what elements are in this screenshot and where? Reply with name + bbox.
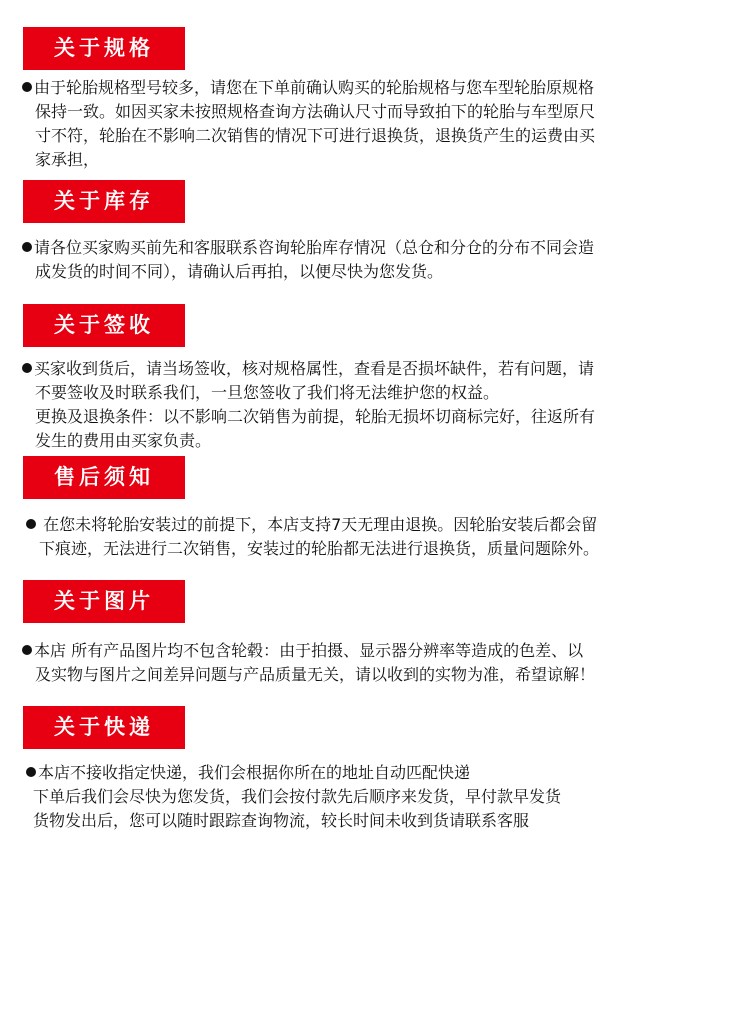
body-line: 不要签收及时联系我们，一旦您签收了我们将无法维护您的权益。 — [35, 383, 500, 402]
body-line: 下痕迹，无法进行二次销售，安装过的轮胎都无法进行退换货，质量问题除外。 — [39, 539, 600, 558]
section-header-images: 关于图片 — [23, 580, 185, 623]
section-header-spec: 关于规格 — [23, 27, 185, 70]
bullet-icon — [22, 645, 32, 655]
section-body-spec — [22, 76, 672, 172]
body-line: 成发货的时间不同），请确认后再拍，以便尽快为您发货。 — [35, 262, 444, 281]
bullet-icon — [22, 363, 32, 373]
body-line: 保持一致。如因买家未按照规格查询方法确认尺寸而导致拍下的轮胎与车型原尺 — [35, 102, 596, 121]
section-body-receipt — [22, 357, 672, 453]
body-line: 下单后我们会尽快为您发货，我们会按付款先后顺序来发货，早付款早发货 — [33, 787, 562, 806]
body-line: 本店 所有产品图片均不包含轮毂：由于拍摄、显示器分辨率等造成的色差、以 — [22, 639, 672, 663]
bullet-icon — [26, 767, 36, 777]
bullet-icon — [22, 82, 32, 92]
body-line: 更换及退换条件：以不影响二次销售为前提，轮胎无损坏切商标完好，往返所有 — [35, 407, 596, 426]
section-header-receipt: 关于签收 — [23, 304, 185, 347]
bullet-icon — [22, 242, 32, 252]
section-header-delivery: 关于快递 — [23, 706, 185, 749]
section-body-images — [22, 639, 672, 687]
section-body-aftersale — [22, 513, 672, 561]
body-line: 本店不接收指定快递，我们会根据你所在的地址自动匹配快递 — [22, 761, 672, 785]
section-header-aftersale: 售后须知 — [23, 456, 185, 499]
body-line: 由于轮胎规格型号较多，请您在下单前确认购买的轮胎规格与您车型轮胎原规格 — [22, 76, 672, 100]
section-body-delivery — [22, 761, 672, 833]
body-line: 请各位买家购买前先和客服联系咨询轮胎库存情况（总仓和分仓的分布不同会造 — [22, 236, 672, 260]
body-line: 发生的费用由买家负责。 — [35, 431, 212, 450]
body-line: 寸不符，轮胎在不影响二次销售的情况下可进行退换货，退换货产生的运费由买 — [35, 126, 596, 145]
section-header-stock: 关于库存 — [23, 180, 185, 223]
body-line: 买家收到货后，请当场签收，核对规格属性，查看是否损坏缺件，若有问题，请 — [22, 357, 672, 381]
body-line: 家承担， — [35, 150, 100, 169]
bullet-icon — [26, 519, 36, 529]
section-body-stock — [22, 236, 672, 284]
body-line: 及实物与图片之间差异问题与产品质量无关，请以收到的实物为准，希望谅解！ — [35, 665, 596, 684]
body-line: 货物发出后，您可以随时跟踪查询物流，较长时间未收到货请联系客服 — [33, 811, 530, 830]
body-line: 在您未将轮胎安装过的前提下，本店支持7天无理由退换。因轮胎安装后都会留 — [22, 513, 672, 537]
